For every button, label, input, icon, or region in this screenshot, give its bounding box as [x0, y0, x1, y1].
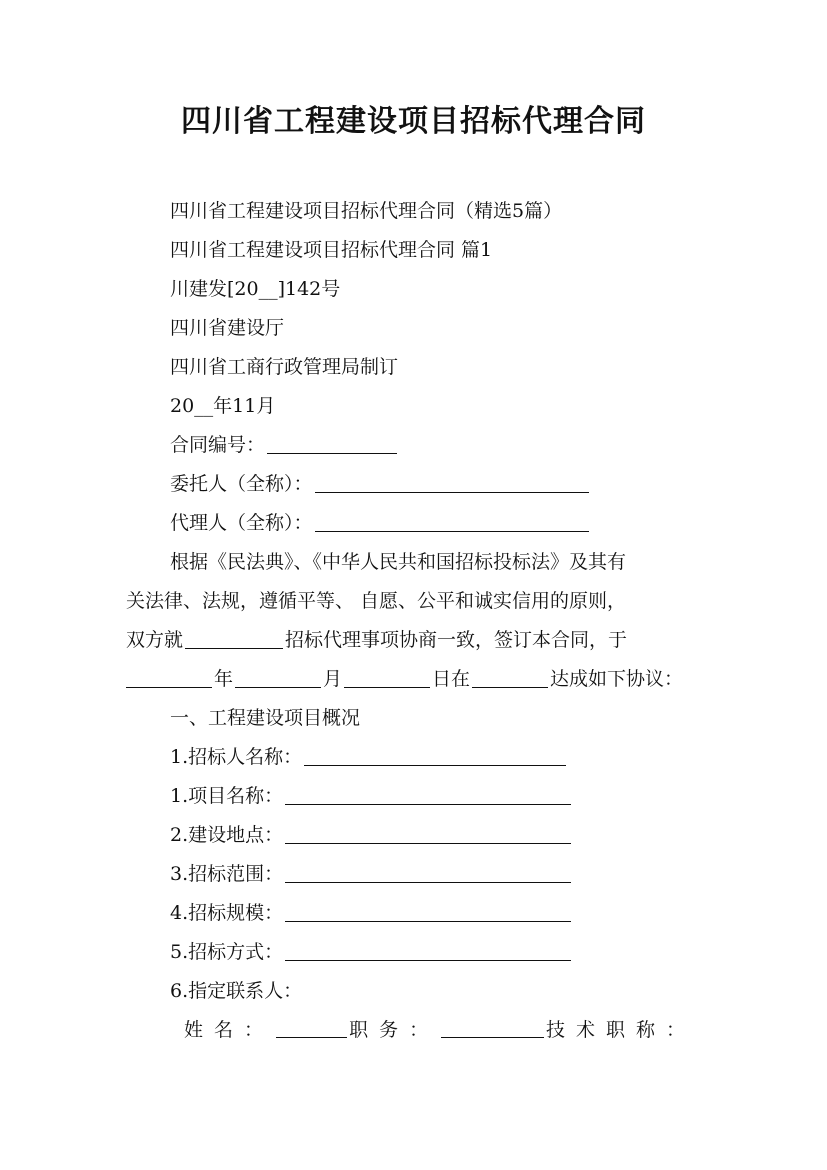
part-heading: 四川省工程建设项目招标代理合同 篇1 — [170, 239, 493, 261]
contact-name-blank[interactable] — [276, 1017, 347, 1038]
tenderer-name-label: 1.招标人名称： — [170, 746, 303, 768]
month-blank[interactable] — [235, 667, 321, 688]
agent-label: 代理人（全称）： — [170, 512, 313, 534]
contact-name-label: 姓名： — [184, 1019, 275, 1041]
project-field-row — [170, 783, 573, 809]
contact-detail-row — [184, 1017, 696, 1043]
year-blank[interactable] — [126, 667, 212, 688]
contact-heading: 6.指定联系人： — [170, 980, 303, 1002]
preamble-line-3 — [126, 627, 716, 653]
project-field-row — [170, 822, 573, 848]
tender-method-blank[interactable] — [285, 940, 571, 961]
project-field-row — [170, 744, 568, 770]
construction-site-blank[interactable] — [285, 823, 571, 844]
document-title: 四川省工程建设项目招标代理合同 — [181, 104, 646, 139]
preamble-line-4 — [126, 666, 716, 692]
tenderer-name-blank[interactable] — [304, 745, 566, 766]
contact-title-label: 技术职称： — [545, 1019, 696, 1041]
agent-name-blank[interactable] — [315, 511, 589, 532]
client-name-blank[interactable] — [315, 472, 589, 493]
agent-row — [170, 510, 591, 536]
preamble-line-1 — [170, 549, 716, 575]
tender-scale-label: 4.招标规模： — [170, 902, 284, 924]
tender-scope-label: 3.招标范围： — [170, 863, 284, 885]
contract-number-blank[interactable] — [267, 433, 397, 454]
project-name-label: 1.项目名称： — [170, 785, 284, 807]
tender-scale-blank[interactable] — [285, 901, 571, 922]
contract-number-label: 合同编号： — [170, 434, 266, 456]
preamble-text-3a: 双方就 — [126, 629, 184, 651]
preamble-line-2 — [126, 588, 716, 614]
issuer-line-2: 四川省工商行政管理局制订 — [170, 356, 399, 378]
matter-blank[interactable] — [185, 628, 283, 649]
preamble-text-2: 关法律、法规，遵循平等、 自愿、公平和诚实信用的原则， — [126, 590, 627, 612]
contact-position-blank[interactable] — [441, 1017, 544, 1038]
preamble-text-1: 根据《民法典》、《中华人民共和国招标投标法》及其有 — [170, 551, 627, 573]
construction-site-label: 2.建设地点： — [170, 824, 284, 846]
client-row — [170, 471, 591, 497]
project-field-row — [170, 939, 573, 965]
contact-position-label: 职务： — [349, 1019, 440, 1041]
issue-date: 20__年11月 — [170, 395, 276, 417]
year-label: 年 — [214, 668, 234, 690]
issuer-line-1: 四川省建设厅 — [170, 317, 285, 339]
project-field-row — [170, 900, 573, 926]
contract-number-row — [170, 432, 399, 458]
tender-scope-blank[interactable] — [285, 862, 571, 883]
preamble-text-4-end: 达成如下协议： — [550, 668, 684, 690]
project-field-row — [170, 861, 573, 887]
month-label: 月 — [323, 668, 343, 690]
document-number: 川建发[20__]142号 — [170, 278, 341, 300]
tender-method-label: 5.招标方式： — [170, 941, 284, 963]
section-1-heading: 一、工程建设项目概况 — [170, 707, 361, 729]
day-label: 日在 — [432, 668, 471, 690]
client-label: 委托人（全称）： — [170, 473, 313, 495]
place-blank[interactable] — [472, 667, 548, 688]
project-name-blank[interactable] — [285, 784, 571, 805]
intro-heading: 四川省工程建设项目招标代理合同（精选5篇） — [170, 200, 563, 222]
day-blank[interactable] — [344, 667, 430, 688]
preamble-text-3b: 招标代理事项协商一致，签订本合同，于 — [285, 629, 628, 651]
